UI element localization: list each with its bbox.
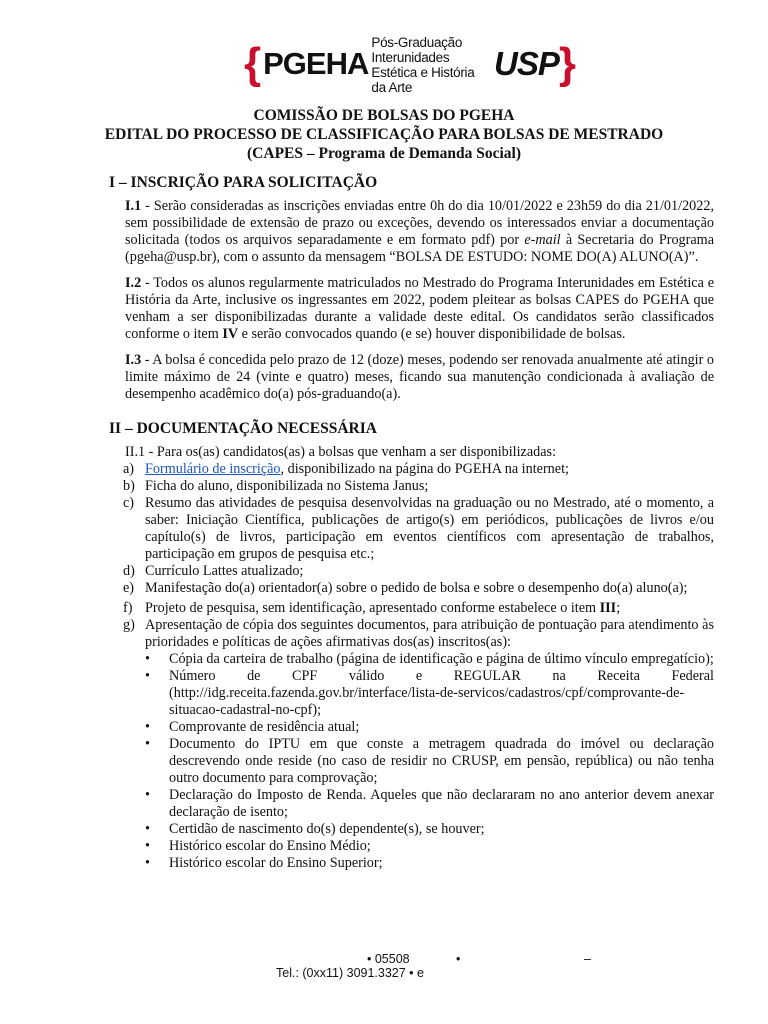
list-text-c: Resumo das atividades de pesquisa desenvolvidas na graduação ou no Mestrado, até o momento, a saber: Iniciação Científica, publicações de artigo(s) em periódicos, publicações de livros e/ou capítulo(s) de livros, participação em eventos científicos com apresentação de trabalhos, participação em grupos de pesquisa etc.; (145, 495, 714, 562)
bullet-text: Documento do IPTU em que conste a metragem quadrada do imóvel ou declaração descrevendo onde reside (no caso de residir no CRUSP, em pensão, república) ou não tenha outro documento para comprovação; (169, 736, 714, 786)
list-label-e: e) (123, 580, 135, 596)
clause-i1-text-a: - Serão consideradas as inscrições enviadas entre 0h do dia 10/01/2022 e 23h59 do dia 21/01/2022, sem possibilidade de extensão de prazo ou exceções, devendo os interessados enviar a documentação solicitada (todos os arquivos separadamente e em formato pdf) por (125, 198, 714, 248)
clause-i2-label: I.2 (125, 275, 142, 291)
list-label-a: a) (123, 461, 135, 477)
bullet-text: Cópia da carteira de trabalho (página de identificação e página de último vínculo empregatício); (169, 651, 714, 667)
bullet-item (145, 651, 714, 668)
list-item-f (123, 600, 714, 617)
bullet-text: Declaração do Imposto de Renda. Aqueles que não declararam no ano anterior devem anexar declaração de isento; (169, 787, 714, 820)
list-text-g-body: Apresentação de cópia dos seguintes documentos, para atribuição de pontuação para atendimento às prioridades e políticas de ações afirmativas dos(as) inscritos(as): (145, 617, 714, 650)
bullet-item (145, 838, 714, 855)
bullet-dot: • (145, 787, 150, 803)
clause-i1-italic: e-mail (524, 232, 561, 248)
bullet-item (145, 736, 714, 787)
list-label-f: f) (123, 600, 133, 616)
list-item-c (123, 495, 714, 563)
bullet-item (145, 719, 714, 736)
list-item-e (123, 580, 714, 600)
title-line-2: EDITAL DO PROCESSO DE CLASSIFICAÇÃO PARA BOLSAS DE MESTRADO (104, 126, 664, 143)
list-text-f-bold: III (599, 600, 617, 616)
pgeha-usp-logo (244, 35, 576, 95)
list-text-f (145, 600, 714, 617)
document-body (109, 174, 714, 872)
clause-i2-text-b: e serão convocados quando (e se) houver disponibilidade de bolsas. (238, 326, 626, 342)
clause-i1 (125, 198, 714, 266)
list-text-d: Currículo Lattes atualizado; (145, 563, 304, 579)
list-text-a-rest: , disponibilizado na página do PGEHA na internet; (280, 461, 569, 477)
bullet-text: Histórico escolar do Ensino Superior; (169, 855, 383, 871)
list-text-b: Ficha do aluno, disponibilizada no Sistema Janus; (145, 478, 429, 494)
logo-subtitle-line2: Estética e História da Arte (371, 65, 475, 95)
logo-usp: USP (494, 45, 559, 82)
logo-brace-right: } (558, 39, 576, 88)
page-header (0, 35, 768, 95)
bullet-item (145, 855, 714, 872)
footer-postcode: • 05508 (367, 952, 410, 966)
clause-i1-label: I.1 (125, 198, 142, 214)
bullet-dot: • (145, 855, 150, 871)
clause-i1-text-b: à Secretaria do Programa (pgeha@usp.br), com o assunto da mensagem “BOLSA DE ESTUDO: NOME DO(A) ALUNO(A)”. (125, 232, 715, 265)
list-label-c: c) (123, 495, 135, 511)
list-label-d: d) (123, 563, 135, 579)
bullet-text: Número de CPF válido e REGULAR na Receita Federal (http://idg.receita.fazenda.gov.br/interface/lista-de-servicos/cadastros/cpf/comprovante-de-situacao-cadastral-no-cpf); (169, 668, 714, 718)
list-text-f-a: Projeto de pesquisa, sem identificação, apresentado conforme estabelece o item (145, 600, 600, 616)
list-text-a (145, 461, 714, 478)
clause-i2-text-a: - Todos os alunos regularmente matriculados no Mestrado do Programa Interunidades em Estética e História da Arte, inclusive os ingressantes em 2022, podem pleitear as bolsas CAPES do PGEHA que venham a ser disponibilizadas durante a validade deste edital. Os candidatos serão classificados conforme o item (125, 275, 714, 342)
bullet-dot: • (145, 651, 150, 667)
bullet-item (145, 821, 714, 838)
section-1-heading: I – INSCRIÇÃO PARA SOLICITAÇÃO (109, 174, 378, 191)
clause-i2-bold: IV (222, 326, 239, 342)
footer-dash: – (584, 952, 591, 966)
clause-i2 (125, 275, 714, 343)
bullet-dot: • (145, 668, 150, 684)
logo-pgeha: PGEHA (263, 46, 369, 81)
bullet-item (145, 668, 714, 719)
logo-subtitle (371, 35, 490, 95)
footer-separator: • (456, 952, 461, 966)
bullet-dot: • (145, 821, 150, 837)
clause-i3-label: I.3 (125, 352, 142, 368)
list-text-g (145, 617, 714, 872)
bullet-text: Histórico escolar do Ensino Médio; (169, 838, 371, 854)
title-line-1: COMISSÃO DE BOLSAS DO PGEHA (253, 107, 515, 124)
footer-line-2 (0, 966, 768, 982)
bullet-dot: • (145, 838, 150, 854)
bullet-item (145, 787, 714, 821)
list-item-d (123, 563, 714, 580)
list-text-e: Manifestação do(a) orientador(a) sobre o pedido de bolsa e sobre o desempenho do(a) aluno(a); (145, 580, 688, 596)
clause-i3-text: - A bolsa é concedida pelo prazo de 12 (doze) meses, podendo ser renovada anualmente até atingir o limite máximo de 24 (vinte e quatro) meses, ficando sua manutenção condicionada à avaliação de desempenho acadêmico do(a) pós-graduando(a). (125, 352, 714, 402)
documents-list (109, 461, 714, 872)
document-title (100, 106, 668, 163)
bullet-dot: • (145, 736, 150, 752)
footer-phone: Tel.: (0xx11) 3091.3327 • e (276, 966, 424, 980)
clause-i3 (125, 352, 714, 403)
bullet-text: Comprovante de residência atual; (169, 719, 360, 735)
list-text-f-b: ; (616, 600, 621, 616)
logo-subtitle-line1: Pós-Graduação Interunidades (371, 35, 463, 65)
section-2-heading: II – DOCUMENTAÇÃO NECESSÁRIA (109, 420, 377, 437)
registration-form-link[interactable]: Formulário de inscrição (145, 461, 281, 477)
required-documents-bullets (145, 651, 714, 872)
title-line-3: (CAPES – Programa de Demanda Social) (247, 145, 521, 162)
list-label-b: b) (123, 478, 135, 494)
list-item-b (123, 478, 714, 495)
bullet-text: Certidão de nascimento do(s) dependente(s), se houver; (169, 821, 485, 837)
list-item-a (123, 461, 714, 478)
clause-ii1-intro: II.1 - Para os(as) candidatos(as) a bolsas que venham a ser disponibilizadas: (125, 444, 557, 460)
list-label-g: g) (123, 617, 135, 633)
bullet-dot: • (145, 719, 150, 735)
list-item-g (123, 617, 714, 872)
logo-brace-left: { (244, 39, 262, 88)
